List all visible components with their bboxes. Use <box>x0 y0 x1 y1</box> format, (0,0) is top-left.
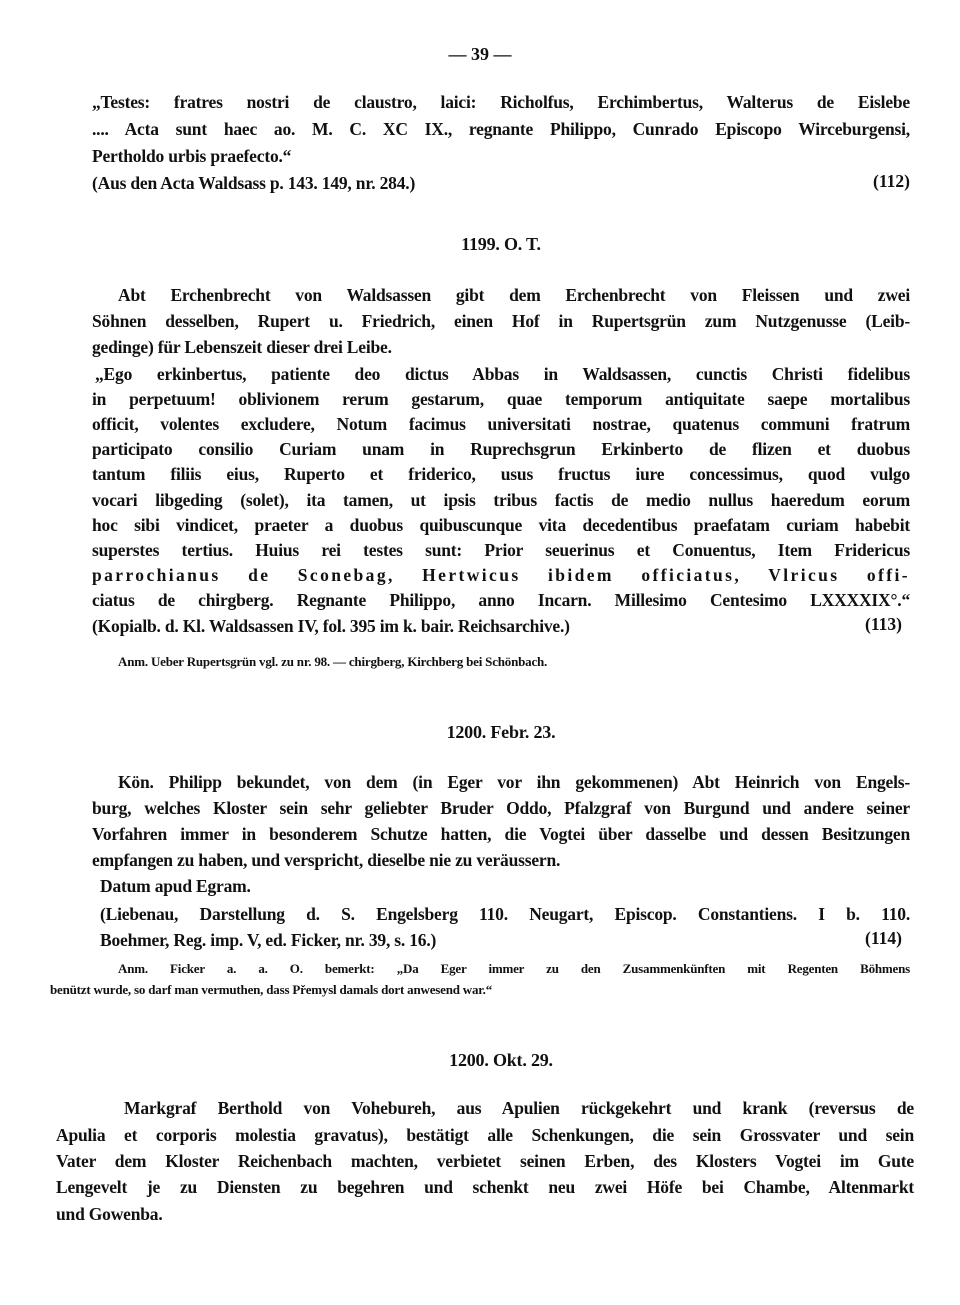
summary-line: Kön. Philipp bekundet, von dem (in Eger vor ihn gekommenen) Abt Heinrich von Engels- <box>118 772 910 792</box>
summary-line: gedinge) für Lebenszeit dieser drei Leibe. <box>92 337 392 357</box>
summary-line: Markgraf Berthold von Vohebureh, aus Apulien rückgekehrt und krank (reversus de <box>124 1098 914 1118</box>
footnote: benützt wurde, so darf man vermuthen, dass Přemysl damals dort anwesend war.“ <box>50 982 493 997</box>
summary-line: burg, welches Kloster sein sehr geliebter Bruder Oddo, Pfalzgraf von Burgund und andere seiner <box>92 798 910 818</box>
datum-line: Datum apud Egram. <box>100 876 251 896</box>
text-line: ciatus de chirgberg. Regnante Philippo, anno Incarn. Millesimo Centesimo LXXXXIX°.“ <box>92 590 910 610</box>
footnote: Anm. Ficker a. a. O. bemerkt: „Da Eger immer zu den Zusammenkünften mit Regenten Böhmens <box>118 961 910 976</box>
entry-heading: 1200. Febr. 23. <box>446 722 556 742</box>
summary-line: und Gowenba. <box>56 1204 163 1224</box>
summary-line: Lengevelt je zu Diensten zu begehren und schenkt neu zwei Höfe bei Chambe, Altenmarkt <box>56 1177 914 1197</box>
source-line: (Aus den Acta Waldsass p. 143. 149, nr. 284.) <box>92 173 416 193</box>
text-line: „Ego erkinbertus, patiente deo dictus Abbas in Waldsassen, cunctis Christi fidelibus <box>95 364 910 384</box>
entry-heading: 1200. Okt. 29. <box>449 1050 553 1070</box>
text-line: participato consilio Curiam unam in Ruprechsgrun Erkinberto de flizen et duobus <box>92 439 910 459</box>
text-line: in perpetuum! oblivionem rerum gestarum, quae temporum antiquitate saepe mortalibus <box>92 389 910 409</box>
summary-line: Vater dem Kloster Reichenbach machten, verbietet seinen Erben, des Klosters Vogtei im Gute <box>56 1151 914 1171</box>
text-line: Pertholdo urbis praefecto.“ <box>92 146 292 166</box>
page-number: — 39 — <box>448 44 512 64</box>
text-line: „Testes: fratres nostri de claustro, laici: Richolfus, Erchimbertus, Walterus de Eislebe <box>92 92 910 112</box>
source-line: (Kopialb. d. Kl. Waldsassen IV, fol. 395 im k. bair. Reichsarchive.) <box>92 616 570 636</box>
summary-line: Vorfahren immer in besonderem Schutze hatten, die Vogtei über dasselbe und dessen Besitzungen <box>92 824 910 844</box>
text-line: parrochianus de Sconebag, Hertwicus ibidem officiatus, Vlricus offi- <box>92 565 910 585</box>
summary-line: Abt Erchenbrecht von Waldsassen gibt dem Erchenbrecht von Fleissen und zwei <box>118 285 910 305</box>
entry-number: (114) <box>865 928 902 948</box>
text-line: superstes tertius. Huius rei testes sunt: Prior seuerinus et Conuentus, Item Fridericus <box>92 540 910 560</box>
text-line: officit, volentes excludere, Notum facimus universitati nostrae, quatenus communi fratrum <box>92 414 910 434</box>
text-line: vocari libgeding (solet), ita tamen, ut ipsis tribus factis de medio nullus haeredum eorum <box>92 490 910 510</box>
summary-line: Söhnen desselben, Rupert u. Friedrich, einen Hof in Rupertsgrün zum Nutzgenusse (Leib- <box>92 311 910 331</box>
entry-number: (113) <box>865 614 902 634</box>
footnote: Anm. Ueber Rupertsgrün vgl. zu nr. 98. — chirgberg, Kirchberg bei Schönbach. <box>118 654 548 669</box>
summary-line: Apulia et corporis molestia gravatus), bestätigt alle Schenkungen, die sein Grossvater und sein <box>56 1125 914 1145</box>
source-line: Boehmer, Reg. imp. V, ed. Ficker, nr. 39, s. 16.) <box>100 930 437 950</box>
text-line: .... Acta sunt haec ao. M. C. XC IX., regnante Philippo, Cunrado Episcopo Wirceburgensi, <box>92 119 910 139</box>
text-line: tantum filiis eius, Ruperto et friderico, usus fructus iure concessimus, quod vulgo <box>92 464 910 484</box>
text-line: hoc sibi vindicet, praeter a duobus quibuscunque vita decedentibus praefatam curiam habebit <box>92 515 910 535</box>
entry-number: (112) <box>873 171 910 191</box>
source-line: (Liebenau, Darstellung d. S. Engelsberg 110. Neugart, Episcop. Constantiens. I b. 110. <box>100 904 910 924</box>
summary-line: empfangen zu haben, und verspricht, dieselbe nie zu veräussern. <box>92 850 561 870</box>
entry-heading: 1199. O. T. <box>461 234 541 254</box>
